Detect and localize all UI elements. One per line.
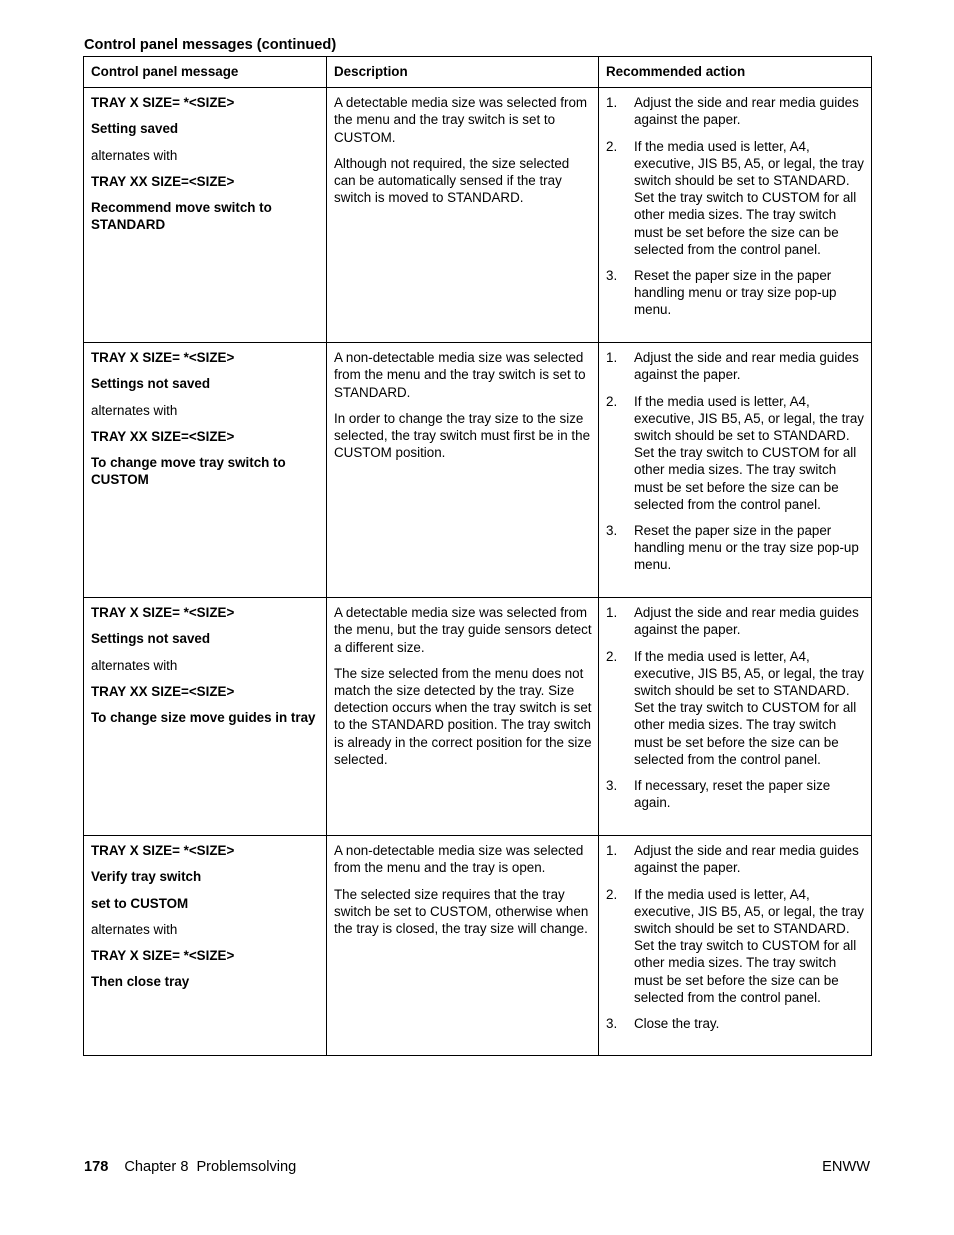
message-line: TRAY X SIZE= *<SIZE> [91,605,235,621]
step-number: 2. [606,393,618,409]
step-number: 3. [606,523,618,539]
message-line: TRAY X SIZE= *<SIZE> [91,350,235,366]
description-paragraph: A non-detectable media size was selected from the menu and the tray is open. [334,843,584,876]
message-line: Recommend move switch to STANDARD [91,200,272,233]
action-step [606,604,865,638]
description-cell [327,836,599,1056]
action-step [606,1015,865,1032]
message-line: alternates with [91,657,178,673]
description-paragraph: A non-detectable media size was selected from the menu and the tray switch is set to STANDARD. [334,350,586,400]
description-paragraph: In order to change the tray size to the size selected, the tray switch must first be in the CUSTOM position. [334,410,591,461]
page-number: 178 [84,1159,109,1175]
message-cell [84,343,327,598]
action-cell [599,836,872,1056]
column-header-action: Recommended action [599,57,872,88]
step-number: 1. [606,350,618,366]
table-header-row [84,57,872,88]
step-text: Close the tray. [634,1016,720,1032]
message-line: Then close tray [91,974,190,990]
step-text: If necessary, reset the paper size again. [634,778,831,811]
section-label: Problemsolving [196,1159,297,1175]
description-paragraph: A detectable media size was selected from the menu and the tray switch is set to CUSTOM. [334,95,588,145]
footer-right-label: ENWW [822,1159,870,1175]
description-paragraph: The size selected from the menu does not match the size detected by the tray. Size detection occurs when the tray switch is set to the STANDARD position. The tray switch is already in the correct position for the size selected. [334,665,592,767]
action-cell [599,88,872,343]
column-header-message: Control panel message [84,57,327,88]
description-cell [327,88,599,343]
action-step [606,267,865,319]
action-step [606,522,865,574]
page-footer [84,1158,870,1176]
action-step [606,138,865,258]
description-cell [327,598,599,836]
step-number: 2. [606,886,618,902]
message-line: Settings not saved [91,376,211,392]
table-row [84,88,872,343]
message-line: TRAY X SIZE= *<SIZE> [91,948,235,964]
message-line: Setting saved [91,121,179,137]
step-text: Adjust the side and rear media guides against the paper. [634,605,859,638]
message-line: TRAY X SIZE= *<SIZE> [91,843,235,859]
message-cell [84,598,327,836]
step-text: Adjust the side and rear media guides against the paper. [634,350,859,383]
message-line: Verify tray switch [91,869,202,885]
step-number: 3. [606,268,618,284]
action-step [606,777,865,811]
step-text: Adjust the side and rear media guides against the paper. [634,95,859,128]
action-cell [599,598,872,836]
message-line: Settings not saved [91,631,211,647]
table-row [84,836,872,1056]
action-step [606,349,865,383]
step-number: 2. [606,138,618,154]
step-text: If the media used is letter, A4, executive, JIS B5, A5, or legal, the tray switch should be set to STANDARD. Set the tray switch to CUSTOM for all other media sizes. The tray switch must be set before the size can be selected from the control panel. [634,886,864,1005]
action-step [606,886,865,1006]
message-line: set to CUSTOM [91,895,189,911]
step-text: If the media used is letter, A4, executive, JIS B5, A5, or legal, the tray switch should be set to STANDARD. Set the tray switch to CUSTOM for all other media sizes. The tray switch must be set before the size can be selected from the control panel. [634,393,864,512]
message-cell [84,88,327,343]
action-step [606,393,865,513]
message-line: alternates with [91,921,178,937]
control-panel-messages-table [83,56,872,1056]
action-step [606,648,865,768]
message-line: alternates with [91,402,178,418]
step-text: If the media used is letter, A4, executive, JIS B5, A5, or legal, the tray switch should be set to STANDARD. Set the tray switch to CUSTOM for all other media sizes. The tray switch must be set before the size can be selected from the control panel. [634,138,864,257]
message-line: alternates with [91,147,178,163]
step-text: Adjust the side and rear media guides against the paper. [634,843,859,876]
table-row [84,598,872,836]
description-paragraph: Although not required, the size selected can be automatically sensed if the tray switch is moved to STANDARD. [334,155,570,206]
page-heading: Control panel messages (continued) [84,37,337,53]
step-number: 2. [606,648,618,664]
step-number: 3. [606,1016,618,1032]
step-number: 1. [606,843,618,859]
message-line: To change move tray switch to CUSTOM [91,455,286,488]
action-step [606,842,865,876]
step-number: 1. [606,605,618,621]
description-paragraph: The selected size requires that the tray switch be set to CUSTOM, otherwise when the tray is closed, the tray size will change. [334,886,589,937]
step-text: Reset the paper size in the paper handling menu or tray size pop-up menu. [634,268,837,318]
step-text: If the media used is letter, A4, executive, JIS B5, A5, or legal, the tray switch should be set to STANDARD. Set the tray switch to CUSTOM for all other media sizes. The tray switch must be set before the size can be selected from the control panel. [634,648,864,767]
action-cell [599,343,872,598]
message-cell [84,836,327,1056]
step-text: Reset the paper size in the paper handling menu or the tray size pop-up menu. [634,523,859,573]
message-line: To change size move guides in tray [91,710,316,726]
step-number: 3. [606,778,618,794]
table-row [84,343,872,598]
chapter-label: Chapter 8 [124,1159,189,1175]
message-line: TRAY X SIZE= *<SIZE> [91,95,235,111]
description-paragraph: A detectable media size was selected from the menu, but the tray guide sensors detect a different size. [334,605,592,655]
column-header-description: Description [327,57,599,88]
message-line: TRAY XX SIZE=<SIZE> [91,173,235,189]
message-line: TRAY XX SIZE=<SIZE> [91,683,235,699]
message-line: TRAY XX SIZE=<SIZE> [91,428,235,444]
action-step [606,94,865,128]
step-number: 1. [606,95,618,111]
description-cell [327,343,599,598]
